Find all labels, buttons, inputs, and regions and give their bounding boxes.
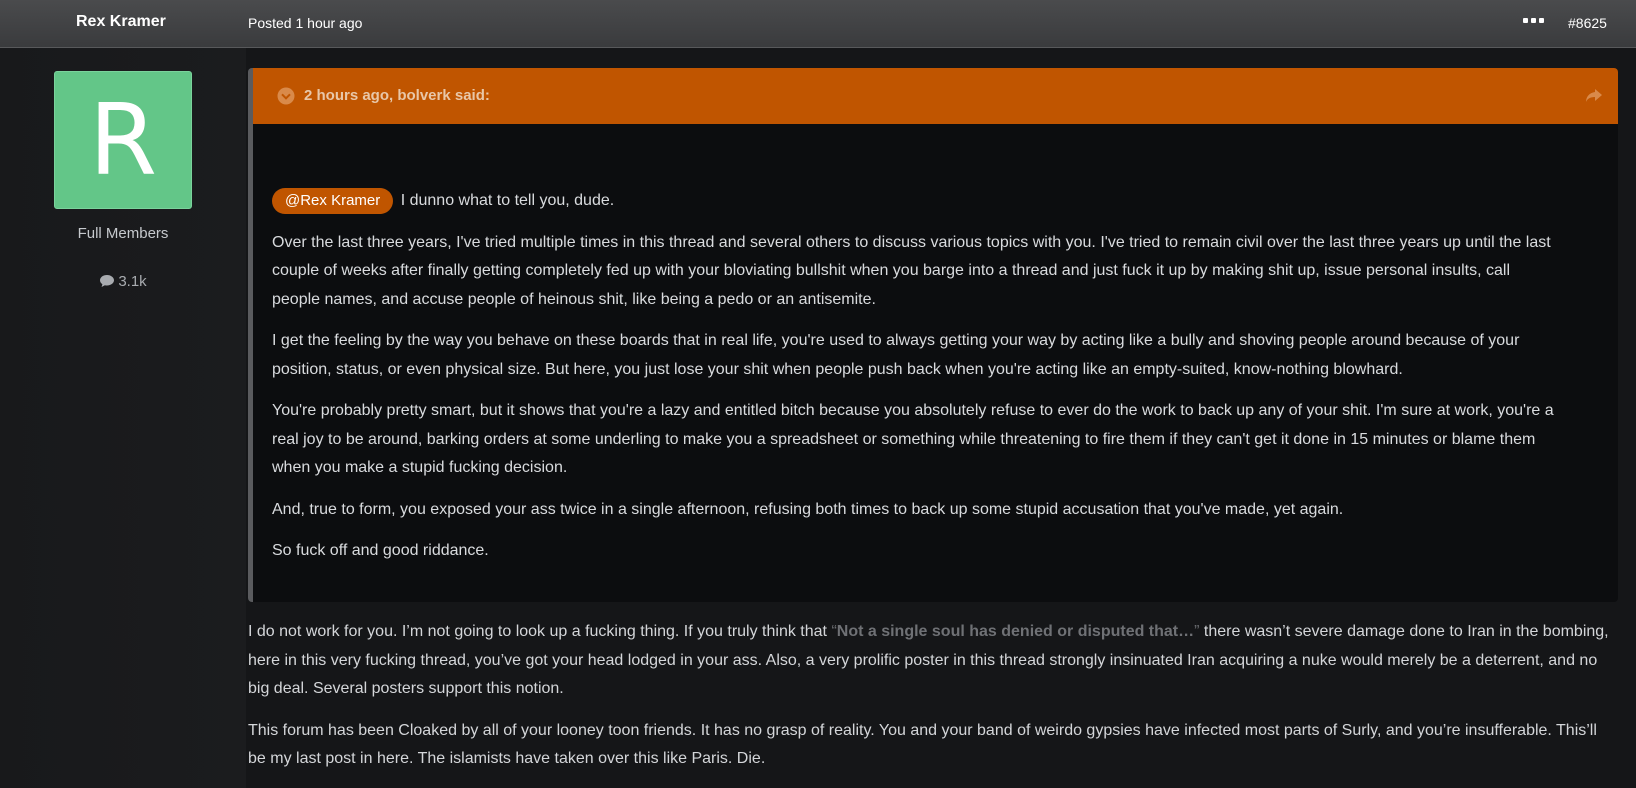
quote-body <box>272 187 1562 579</box>
quote-paragraph: So fuck off and good riddance. <box>272 542 489 559</box>
inline-quote-text: Not a single soul has denied or disputed that… <box>836 623 1195 640</box>
post-count <box>0 273 246 290</box>
mention-tag[interactable]: @Rex Kramer <box>272 188 393 214</box>
quote-close-mark: ” <box>1194 623 1200 640</box>
post-number-link[interactable]: #8625 <box>1568 15 1607 31</box>
quote-open-mark: “ <box>831 623 837 640</box>
reply-body <box>248 618 1618 787</box>
share-icon[interactable] <box>1585 87 1603 103</box>
quote-block <box>248 68 1618 602</box>
reply-text: I do not work for you. I’m not going to look up a fucking thing. If you truly think that <box>248 623 832 640</box>
quote-paragraph: I get the feeling by the way you behave on these boards that in real life, you're used to always getting your way by acting like a bully and shoving people around because of your position, status, or even physical size. But here, you just lose your shit when people push back when you're acting like an empty-suited, know-nothing blowhard. <box>272 332 1520 378</box>
member-group-label: Full Members <box>77 225 169 242</box>
comment-icon <box>99 274 115 288</box>
author-name-link[interactable]: Rex Kramer <box>76 13 166 30</box>
ellipsis-icon[interactable] <box>1523 18 1545 26</box>
reply-text: there wasn’t severe damage done to Iran in the bombing, here in this very fucking thread, you’ve got your head lodged in your ass. Also, a very prolific poster in this thread strongly insinuated Iran acquiring a nuke would merely be a deterrent, and no big deal. Several posters support this notion. <box>248 623 1609 697</box>
quote-citation: 2 hours ago, bolverk said: <box>304 87 490 104</box>
post-header-bar <box>0 0 1636 48</box>
inline-quote <box>831 623 1199 640</box>
quote-paragraph: Over the last three years, I've tried multiple times in this thread and several others to discuss various topics with you. I've tried to remain civil over the last three years up until the last couple of weeks after finally getting completely fed up with your bloviating bullshit when you barge into a thread and just fuck it up by making shit up, issue personal insults, call people names, and accuse people of heinous shit, like being a pedo or an antisemite. <box>272 233 1551 308</box>
post-timestamp[interactable]: Posted 1 hour ago <box>248 15 363 31</box>
author-info-column <box>0 48 246 788</box>
avatar[interactable]: R <box>54 71 192 209</box>
post-count-value: 3.1k <box>118 273 147 290</box>
reply-paragraph <box>248 618 1618 704</box>
quote-first-line <box>272 187 1562 216</box>
chevron-down-circle-icon[interactable] <box>277 87 295 105</box>
quote-paragraph: You're probably pretty smart, but it shows that you're a lazy and entitled bitch because you absolutely refuse to ever do the work to back up any of your shit. I'm sure at work, you're a real joy to be around, barking orders at some underling to make you a spreadsheet or something while threatening to fire them if they can't get it done in 15 minutes or blame them when you make a stupid fucking decision. <box>272 402 1554 476</box>
quote-header <box>253 68 1618 124</box>
quote-first-text: I dunno what to tell you, dude. <box>400 192 615 209</box>
reply-paragraph: This forum has been Cloaked by all of your looney toon friends. It has no grasp of reality. You and your band of weirdo gypsies have infected most parts of Surly, and you’re insufferable. This’ll be my last post in here. The islamists have taken over this like Paris. Die. <box>248 721 1597 767</box>
quote-paragraph: And, true to form, you exposed your ass twice in a single afternoon, refusing both times to back up some stupid accusation that you've made, yet again. <box>272 500 1344 518</box>
